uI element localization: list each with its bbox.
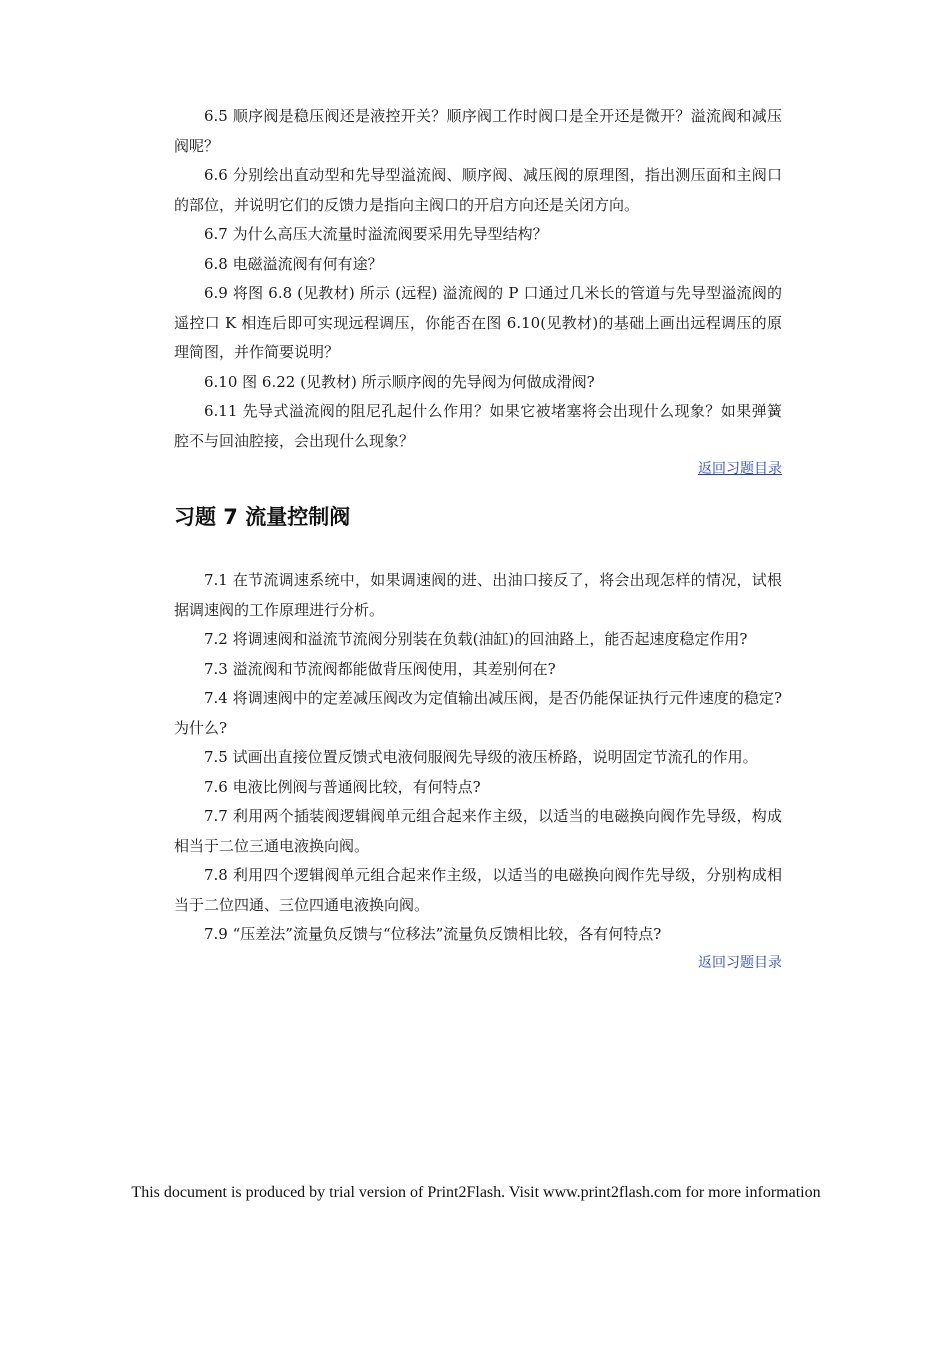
question-6-6: 6.6 分别绘出直动型和先导型溢流阀、顺序阀、减压阀的原理图，指出测压面和主阀口的部位，并说明它们的反馈力是指向主阀口的开启方向还是关闭方向。 [174, 166, 782, 214]
question-6-5: 6.5 顺序阀是稳压阀还是液控开关？顺序阀工作时阀口是全开还是微开？溢流阀和减压阀呢？ [174, 107, 782, 155]
back-link-row-7 [174, 950, 782, 976]
question-7-3: 7.3 溢流阀和节流阀都能做背压阀使用，其差别何在? [204, 659, 556, 678]
question-7-8: 7.8 利用四个逻辑阀单元组合起来作主级，以适当的电磁换向阀作先导级，分别构成相当于二位四通、三位四通电液换向阀。 [174, 866, 782, 914]
question-7-2: 7.2 将调速阀和溢流节流阀分别装在负载(油缸)的回油路上，能否起速度稳定作用? [204, 630, 748, 648]
back-to-exercise-index-link[interactable]: 返回习题目录 [698, 461, 782, 477]
section-gap [174, 552, 782, 566]
question-7-7: 7.7 利用两个插装阀逻辑阀单元组合起来作主级，以适当的电磁换向阀作先导级，构成相当于二位三通电液换向阀。 [174, 807, 782, 855]
question-6-10: 6.10 图 6.22 (见教材) 所示顺序阀的先导阀为何做成滑阀? [204, 372, 595, 391]
question-6-9: 6.9 将图 6.8 (见教材) 所示 (远程) 溢流阀的 P 口通过几米长的管道与先导型溢流阀的遥控口 K 相连后即可实现远程调压，你能否在图 6.10(见教材)的基础上画出远程调压的原理简图，并作简要说明？ [174, 284, 782, 361]
back-to-exercise-index-link-2[interactable]: 返回习题目录 [698, 954, 782, 971]
question-7-1: 7.1 在节流调速系统中，如果调速阀的进、出油口接反了，将会出现怎样的情况，试根据调速阀的工作原理进行分析。 [174, 571, 782, 619]
question-6-7: 6.7 为什么高压大流量时溢流阀要采用先导型结构？ [204, 225, 548, 243]
question-7-6: 7.6 电液比例阀与普通阀比较，有何特点? [204, 777, 481, 796]
section-7-title: 习题 7 流量控制阀 [174, 505, 351, 529]
section-6-questions [174, 102, 782, 456]
question-7-5: 7.5 试画出直接位置反馈式电液伺服阀先导级的液压桥路，说明固定节流孔的作用。 [204, 748, 758, 766]
question-7-4: 7.4 将调速阀中的定差减压阀改为定值输出减压阀，是否仍能保证执行元件速度的稳定?为什么? [174, 689, 782, 737]
question-6-8: 6.8 电磁溢流阀有何有途？ [204, 254, 383, 273]
trial-version-footer: This document is produced by trial version of Print2Flash. Visit www.print2flash.com for more information [131, 1184, 821, 1201]
question-6-11: 6.11 先导式溢流阀的阻尼孔起什么作用？如果它被堵塞将会出现什么现象？如果弹簧腔不与回油腔接，会出现什么现象？ [174, 402, 782, 450]
back-link-row-6 [174, 456, 782, 482]
document-page [174, 102, 782, 976]
question-7-9: 7.9 “压差法”流量负反馈与“位移法”流量负反馈相比较，各有何特点? [204, 925, 662, 943]
section-7-questions [174, 566, 782, 950]
